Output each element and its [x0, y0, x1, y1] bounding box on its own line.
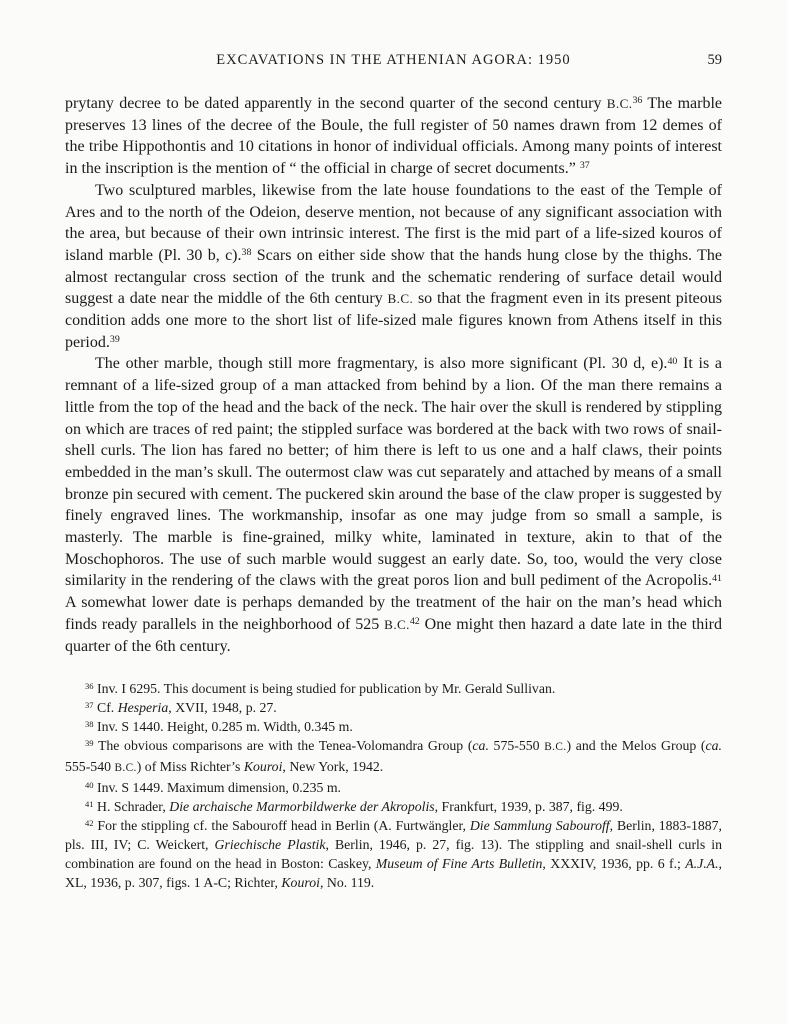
footnote: [65, 698, 722, 717]
text-run: Inv. I 6295. This document is being studied for publication by Mr. Gerald Sullivan.: [93, 681, 556, 697]
text-run: , Berlin, 1946, p. 27, fig. 13). The stippling and snail-shell curls in combination are found on the head in Boston: Caskey,: [65, 837, 722, 872]
text-run: , XXXIV, 1936, pp. 6 f.;: [542, 856, 686, 872]
footnote-marker: 36: [632, 95, 643, 107]
text-run: so that the fragment even in its present piteous condition adds one more to the short list of life-sized male figures known from Athens itself in this period.: [65, 290, 723, 351]
footnote-marker: 41: [85, 799, 94, 810]
text-run: B.C.: [544, 741, 567, 754]
text-run: B.C.: [114, 762, 137, 775]
footnote-marker: 40: [85, 780, 94, 791]
text-run: , New York, 1942.: [282, 759, 384, 775]
body-paragraph: [65, 93, 722, 180]
text-run: , XVII, 1948, p. 27.: [168, 700, 277, 716]
italic-text: Museum of Fine Arts Bulletin: [375, 856, 543, 872]
italic-text: A.J.A.: [685, 856, 719, 872]
text-run: B.C.: [606, 96, 633, 111]
text-run: One might then hazard a date late in the third quarter of the 6th century.: [65, 615, 723, 655]
text-run: H. Schrader,: [93, 799, 170, 815]
italic-text: Die Sammlung Sabouroff: [469, 818, 610, 834]
footnotes-section: [65, 679, 722, 892]
text-run: ) and the Melos Group (: [566, 738, 706, 754]
text-run: Scars on either side show that the hands hung close by the thighs. The almost rectangular cross section of the trunk and the schematic rendering of surface detail would suggest a date near the middle of the 6th century: [65, 246, 722, 308]
italic-text: Kouroi: [243, 759, 283, 775]
page-header: [65, 52, 722, 69]
text-run: Inv. S 1440. Height, 0.285 m. Width, 0.345 m.: [93, 719, 353, 735]
footnote-marker: 41: [712, 572, 722, 584]
text-run: The other marble, though still more fragmentary, is also more significant (Pl. 30 d, e).: [95, 355, 668, 373]
text-run: , XL, 1936, p. 307, figs. 1 A-C; Richter,: [65, 856, 722, 891]
italic-text: ca.: [705, 738, 722, 754]
text-run: 575-550: [488, 738, 545, 754]
italic-text: Kouroi: [281, 875, 320, 891]
body-paragraph: [65, 180, 722, 354]
text-run: , Frankfurt, 1939, p. 387, fig. 499.: [434, 799, 623, 815]
footnote-marker: 37: [85, 700, 94, 711]
footnote: [65, 717, 722, 736]
text-run: Inv. S 1449. Maximum dimension, 0.235 m.: [93, 780, 341, 796]
footnote-marker: 37: [579, 160, 590, 172]
text-run: ) of Miss Richter’s: [136, 759, 244, 775]
body-paragraph: [65, 353, 722, 657]
footnote: [65, 797, 722, 816]
footnote-marker: 42: [85, 818, 94, 829]
italic-text: ca.: [472, 738, 489, 754]
footnote-marker: 39: [85, 738, 94, 749]
text-run: Cf.: [93, 700, 118, 716]
text-run: 555-540: [65, 759, 115, 775]
text-run: For the stippling cf. the Sabouroff head in Berlin (A. Furtwängler,: [93, 818, 470, 834]
italic-text: Hesperia: [117, 700, 169, 716]
text-run: B.C.: [387, 291, 414, 307]
running-title: EXCAVATIONS IN THE ATHENIAN AGORA: 1950: [216, 52, 571, 68]
text-run: , No. 119.: [319, 875, 375, 891]
footnote-marker: 40: [667, 355, 678, 367]
footnote-marker: 38: [85, 719, 94, 730]
footnote: [65, 736, 722, 778]
text-run: , Berlin, 1883-1887, pls. III, IV; C. Weickert,: [65, 818, 722, 853]
footnote: [65, 816, 722, 892]
footnote-marker: 39: [109, 333, 120, 345]
footnote: [65, 679, 722, 698]
italic-text: Griechische Plastik: [214, 837, 326, 853]
text-run: The obvious comparisons are with the Tenea-Volomandra Group (: [93, 738, 473, 754]
footnote-marker: 36: [85, 681, 94, 692]
text-run: It is a remnant of a life-sized group of a man attacked from behind by a lion. Of the man there remains a little from the top of the head and the back of the neck. The hair over the skull is rendered by stippling on which are traces of red paint; the stippled surface was bordered at the back with two rows of snail-shell curls. The lion has fared no better; of him there is left to us one and a half claws, their points embedded in the man’s skull. The outermost claw was cut separately and attached by means of a small bronze pin secured with cement. The puckered skin around the base of the claw proper is suggested by finely engraved lines. The workmanship, insofar as one may judge from so small a sample, is masterly. The marble is fine-grained, milky white, laminated in texture, akin to that of the Moschophoros. The use of such marble would suggest an early date. So, too, would the very close similarity in the rendering of the claws with the great poros lion and bull pediment of the Acropolis.: [65, 355, 722, 590]
text-run: Two sculptured marbles, likewise from the late house foundations to the east of the Temple of Ares and to the north of the Odeion, deserve mention, not because of any significant association with the area, but because of their own intrinsic interest. The first is the mid part of a life-sized kouros of island marble (Pl. 30 b, c).: [65, 181, 722, 264]
footnote-marker: 38: [241, 247, 252, 259]
text-run: A somewhat lower date is perhaps demanded by the treatment of the hair on the man’s head which finds ready parallels in the neighborhood of 525: [65, 594, 722, 633]
text-run: B.C.: [384, 616, 410, 632]
italic-text: Die archaische Marmorbildwerke der Akropolis: [169, 799, 435, 815]
footnote: [65, 778, 722, 797]
text-run: The marble preserves 13 lines of the decree of the Boule, the full register of 50 names drawn from 12 demes of the tribe Hippothontis and 10 citations in honor of individual officials. Among many points of interest in the inscription is the mention of “ the official in charge of secret documents.”: [65, 95, 722, 178]
text-run: prytany decree to be dated apparently in the second quarter of the second century: [65, 95, 607, 112]
page-number: 59: [707, 52, 722, 68]
article-body: [65, 93, 722, 657]
footnote-marker: 42: [409, 616, 420, 628]
